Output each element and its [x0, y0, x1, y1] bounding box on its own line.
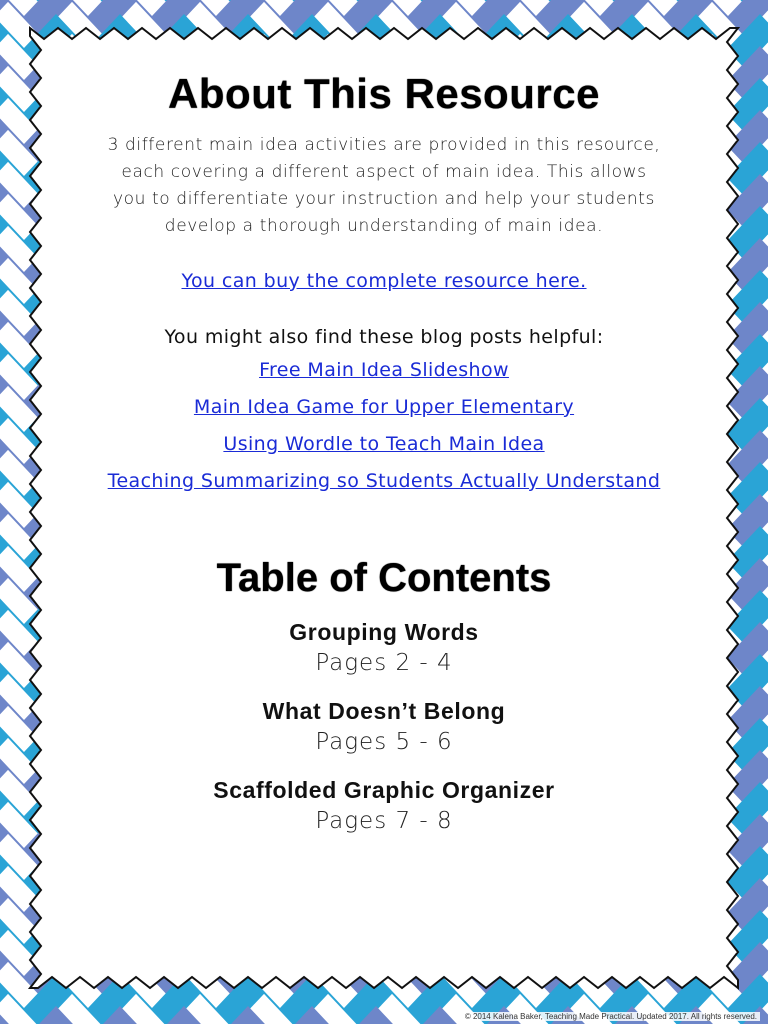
toc-section: [40, 619, 728, 676]
intro-line: 3 different main idea activities are provided in this resource,: [107, 135, 661, 155]
blog-links-list: [40, 352, 728, 500]
toc-section: [40, 777, 728, 834]
toc-title: Table of Contents: [216, 556, 552, 600]
toc-section-pages: Pages 5 - 6: [315, 729, 453, 755]
buy-section: [40, 270, 728, 292]
buy-resource-link[interactable]: You can buy the complete resource here.: [181, 270, 587, 292]
helpful-text: You might also find these blog posts helpful:: [164, 326, 604, 348]
blog-link-wordle[interactable]: Using Wordle to Teach Main Idea: [223, 433, 545, 455]
blog-link-slideshow[interactable]: Free Main Idea Slideshow: [259, 359, 509, 381]
toc-section: [40, 698, 728, 755]
toc-section-pages: Pages 2 - 4: [315, 650, 453, 676]
blog-link-summarizing[interactable]: Teaching Summarizing so Students Actually Understand: [107, 470, 661, 492]
intro-line: you to differentiate your instruction and help your students: [113, 189, 655, 209]
content-panel: [40, 40, 728, 975]
toc-section-pages: Pages 7 - 8: [315, 808, 453, 834]
intro-line: each covering a different aspect of main idea. This allows: [121, 162, 647, 182]
toc-section-name: Grouping Words: [289, 619, 479, 645]
toc-section-name: What Doesn’t Belong: [262, 698, 506, 724]
intro-line: develop a thorough understanding of main idea.: [164, 216, 604, 236]
copyright-notice: © 2014 Kalena Baker, Teaching Made Practical. Updated 2017. All rights reserved.: [462, 1012, 760, 1021]
about-title: About This Resource: [168, 70, 600, 117]
toc-section-name: Scaffolded Graphic Organizer: [213, 777, 555, 803]
intro-paragraph: [54, 132, 714, 240]
blog-link-game[interactable]: Main Idea Game for Upper Elementary: [193, 396, 575, 418]
